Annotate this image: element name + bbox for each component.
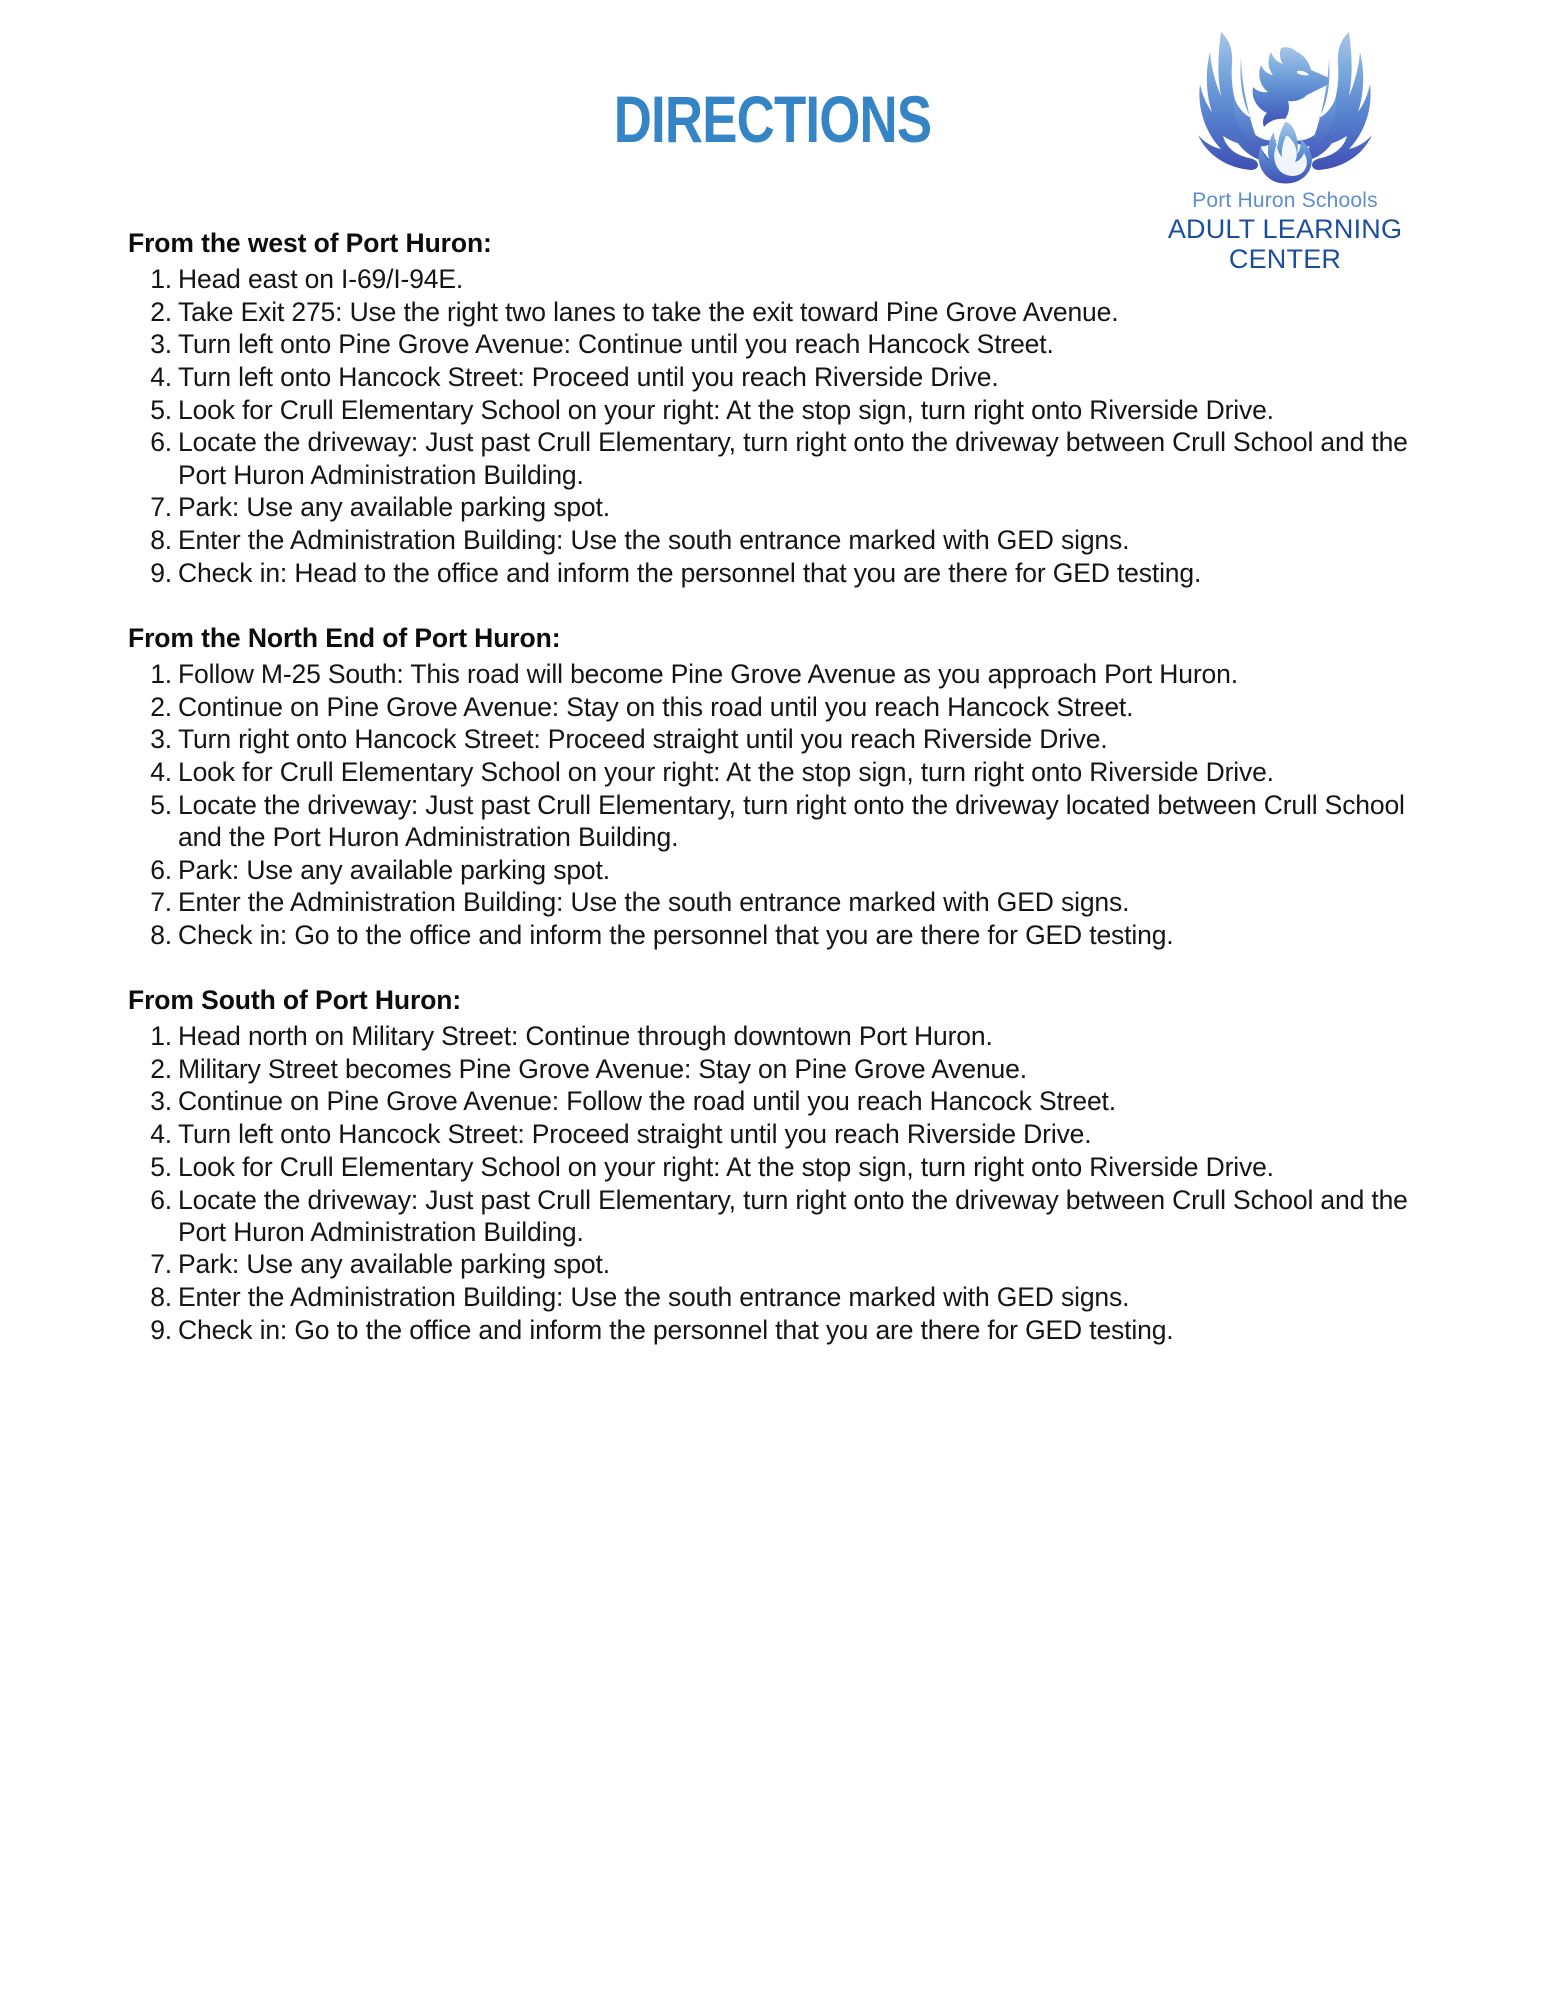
section-heading: From the west of Port Huron: xyxy=(128,228,492,258)
step-item: Head east on I-69/I-94E. xyxy=(178,264,464,294)
step-item: Check in: Head to the office and inform the personnel that you are there for GED testing. xyxy=(178,557,1202,588)
step-item: Enter the Administration Building: Use the south entrance marked with GED signs. xyxy=(178,887,1130,918)
steps-list xyxy=(128,263,1418,589)
step-item: Locate the driveway: Just past Crull Elementary, turn right onto the driveway located between Crull School and the Port Huron Administration Building. xyxy=(178,789,1405,852)
step-item: Turn left onto Hancock Street: Proceed straight until you reach Riverside Drive. xyxy=(178,1119,1092,1150)
step-item: Enter the Administration Building: Use the south entrance marked with GED signs. xyxy=(178,525,1130,555)
step-item: Park: Use any available parking spot. xyxy=(178,492,610,523)
section-heading: From the North End of Port Huron: xyxy=(128,622,561,653)
step-item: Check in: Go to the office and inform the personnel that you are there for GED testing. xyxy=(178,919,1174,950)
phoenix-bird-icon xyxy=(1185,18,1385,186)
step-item: Take Exit 275: Use the right two lanes to take the exit toward Pine Grove Avenue. xyxy=(178,296,1119,327)
step-item: Look for Crull Elementary School on your right: At the stop sign, turn right onto Riverside Drive. xyxy=(178,394,1274,425)
step-item: Turn right onto Hancock Street: Proceed straight until you reach Riverside Drive. xyxy=(178,724,1108,755)
steps-list xyxy=(128,1020,1418,1346)
step-item: Park: Use any available parking spot. xyxy=(178,1249,610,1280)
logo-center-name-line1: ADULT LEARNING xyxy=(1167,214,1403,245)
step-item: Look for Crull Elementary School on your right: At the stop sign, turn right onto Riverside Drive. xyxy=(178,756,1274,787)
logo-center-name-line2: CENTER xyxy=(1228,244,1342,275)
directions-section-north xyxy=(128,623,1418,951)
page-title: DIRECTIONS xyxy=(613,82,932,156)
step-item: Continue on Pine Grove Avenue: Stay on this road until you reach Hancock Street. xyxy=(178,691,1134,722)
step-item: Turn left onto Pine Grove Avenue: Continue until you reach Hancock Street. xyxy=(178,329,1054,360)
directions-section-west xyxy=(128,228,1418,589)
directions-content xyxy=(128,228,1418,1346)
step-item: Continue on Pine Grove Avenue: Follow the road until you reach Hancock Street. xyxy=(178,1086,1116,1117)
step-item: Enter the Administration Building: Use the south entrance marked with GED signs. xyxy=(178,1282,1130,1313)
step-item: Military Street becomes Pine Grove Avenue: Stay on Pine Grove Avenue. xyxy=(178,1053,1027,1084)
step-item: Check in: Go to the office and inform the personnel that you are there for GED testing. xyxy=(178,1314,1174,1345)
step-item: Follow M-25 South: This road will become Pine Grove Avenue as you approach Port Huron. xyxy=(178,658,1238,689)
step-item: Park: Use any available parking spot. xyxy=(178,854,610,885)
step-item: Turn left onto Hancock Street: Proceed until you reach Riverside Drive. xyxy=(178,362,999,393)
page-header xyxy=(0,0,1545,275)
section-heading: From South of Port Huron: xyxy=(128,985,462,1016)
step-item: Look for Crull Elementary School on your right: At the stop sign, turn right onto Riverside Drive. xyxy=(178,1151,1274,1182)
step-item: Locate the driveway: Just past Crull Elementary, turn right onto the driveway between Crull School and the Port Huron Administration Building. xyxy=(178,427,1408,490)
step-item: Locate the driveway: Just past Crull Elementary, turn right onto the driveway between Crull School and the Port Huron Administration Building. xyxy=(178,1184,1408,1247)
steps-list xyxy=(128,658,1418,951)
step-item: Head north on Military Street: Continue through downtown Port Huron. xyxy=(178,1021,993,1052)
directions-section-south xyxy=(128,985,1418,1346)
logo-organization-name: Port Huron Schools xyxy=(1192,189,1378,212)
